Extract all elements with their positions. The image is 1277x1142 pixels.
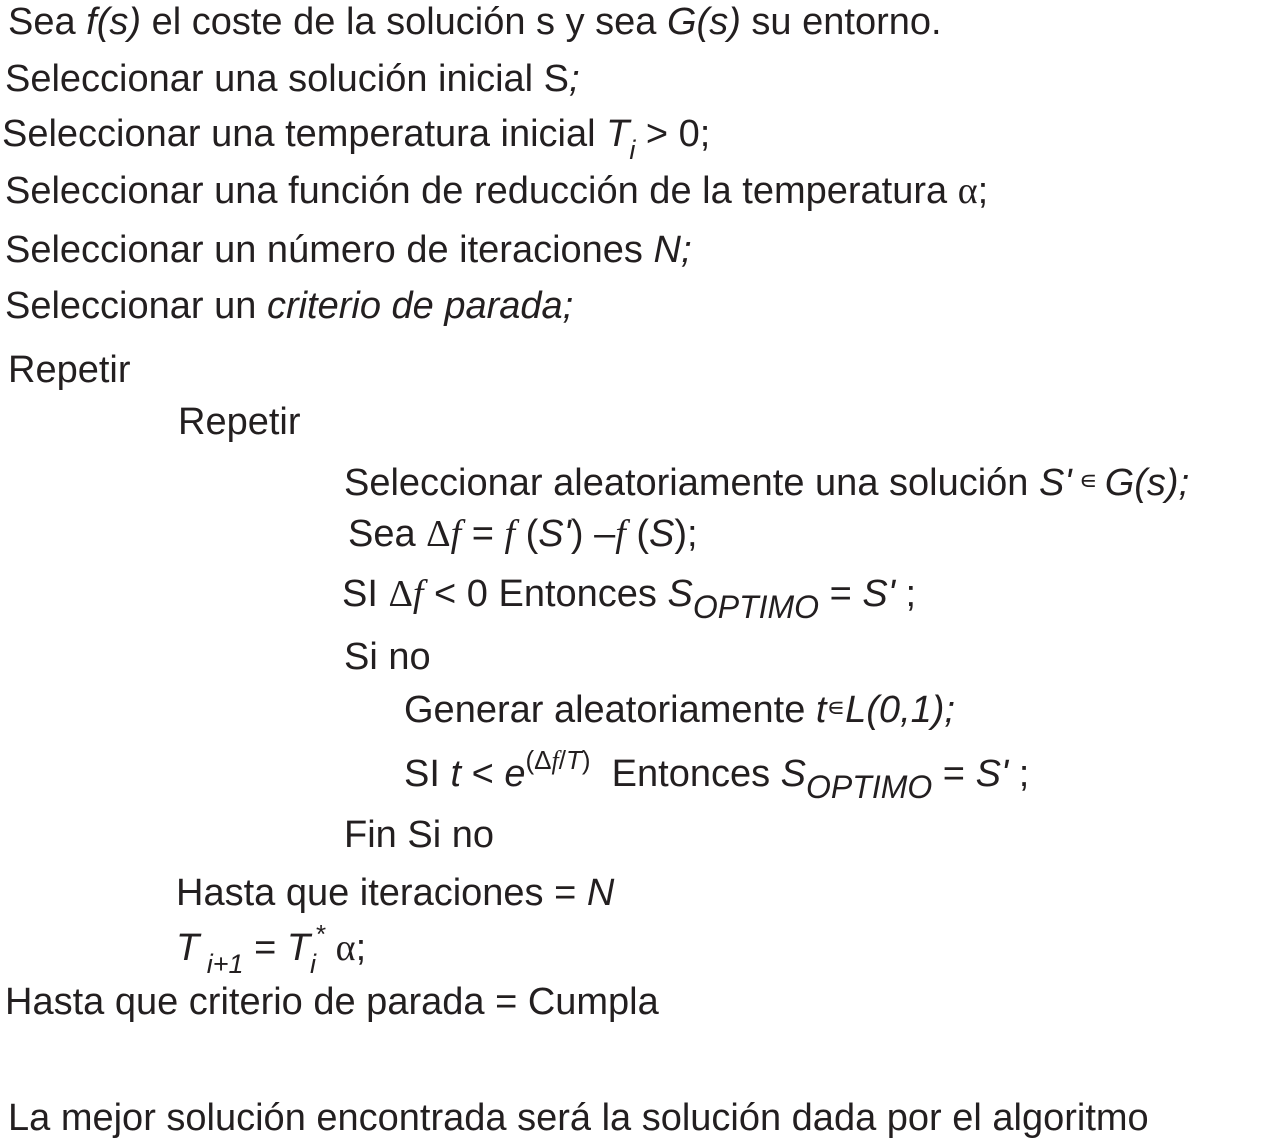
if-t-less-than-exp-line: SI $t < e^{(\Delta f/T)}$ Entonces $S_{OPTIMO} = S'$ ; xyxy=(404,745,1030,805)
select-random-solution-line: Seleccionar aleatoriamente una solución S' ∊ G(s); xyxy=(344,462,1190,504)
outer-repeat-line: Repetir xyxy=(8,349,131,391)
delta-f-line: Sea Δf = f (S') –f (S); xyxy=(348,513,698,555)
iterations-line: Seleccionar un número de iteraciones N; xyxy=(5,229,692,271)
until-stop-criterion-line: Hasta que criterio de parada = Cumpla xyxy=(5,981,659,1023)
else-line: Si no xyxy=(344,636,431,678)
until-iterations-line: Hasta que iteraciones = N xyxy=(176,872,615,914)
cost-definition-line: Sea f(s) el coste de la solución s y sea G(s) su entorno. xyxy=(8,1,942,43)
if-delta-negative-line: SI Δf < 0 Entonces $S_{OPTIMO} = S'$ ; xyxy=(342,573,917,625)
stop-criterion-line: Seleccionar un criterio de parada; xyxy=(5,285,574,327)
end-else-line: Fin Si no xyxy=(344,814,494,856)
initial-temperature-line: Seleccionar una temperatura inicial $T_i > 0$; xyxy=(2,113,711,165)
generate-random-t-line: Generar aleatoriamente t∊L(0,1); xyxy=(404,689,955,731)
inner-repeat-line: Repetir xyxy=(178,401,301,443)
reduction-function-line: Seleccionar una función de reducción de la temperatura α; xyxy=(5,170,989,212)
temperature-update-line: T $_{i+1} = T_i^*$ α; xyxy=(176,919,367,979)
initial-solution-line: Seleccionar una solución inicial S; xyxy=(5,58,580,100)
best-solution-line: La mejor solución encontrada será la solución dada por el algoritmo xyxy=(8,1097,1149,1139)
